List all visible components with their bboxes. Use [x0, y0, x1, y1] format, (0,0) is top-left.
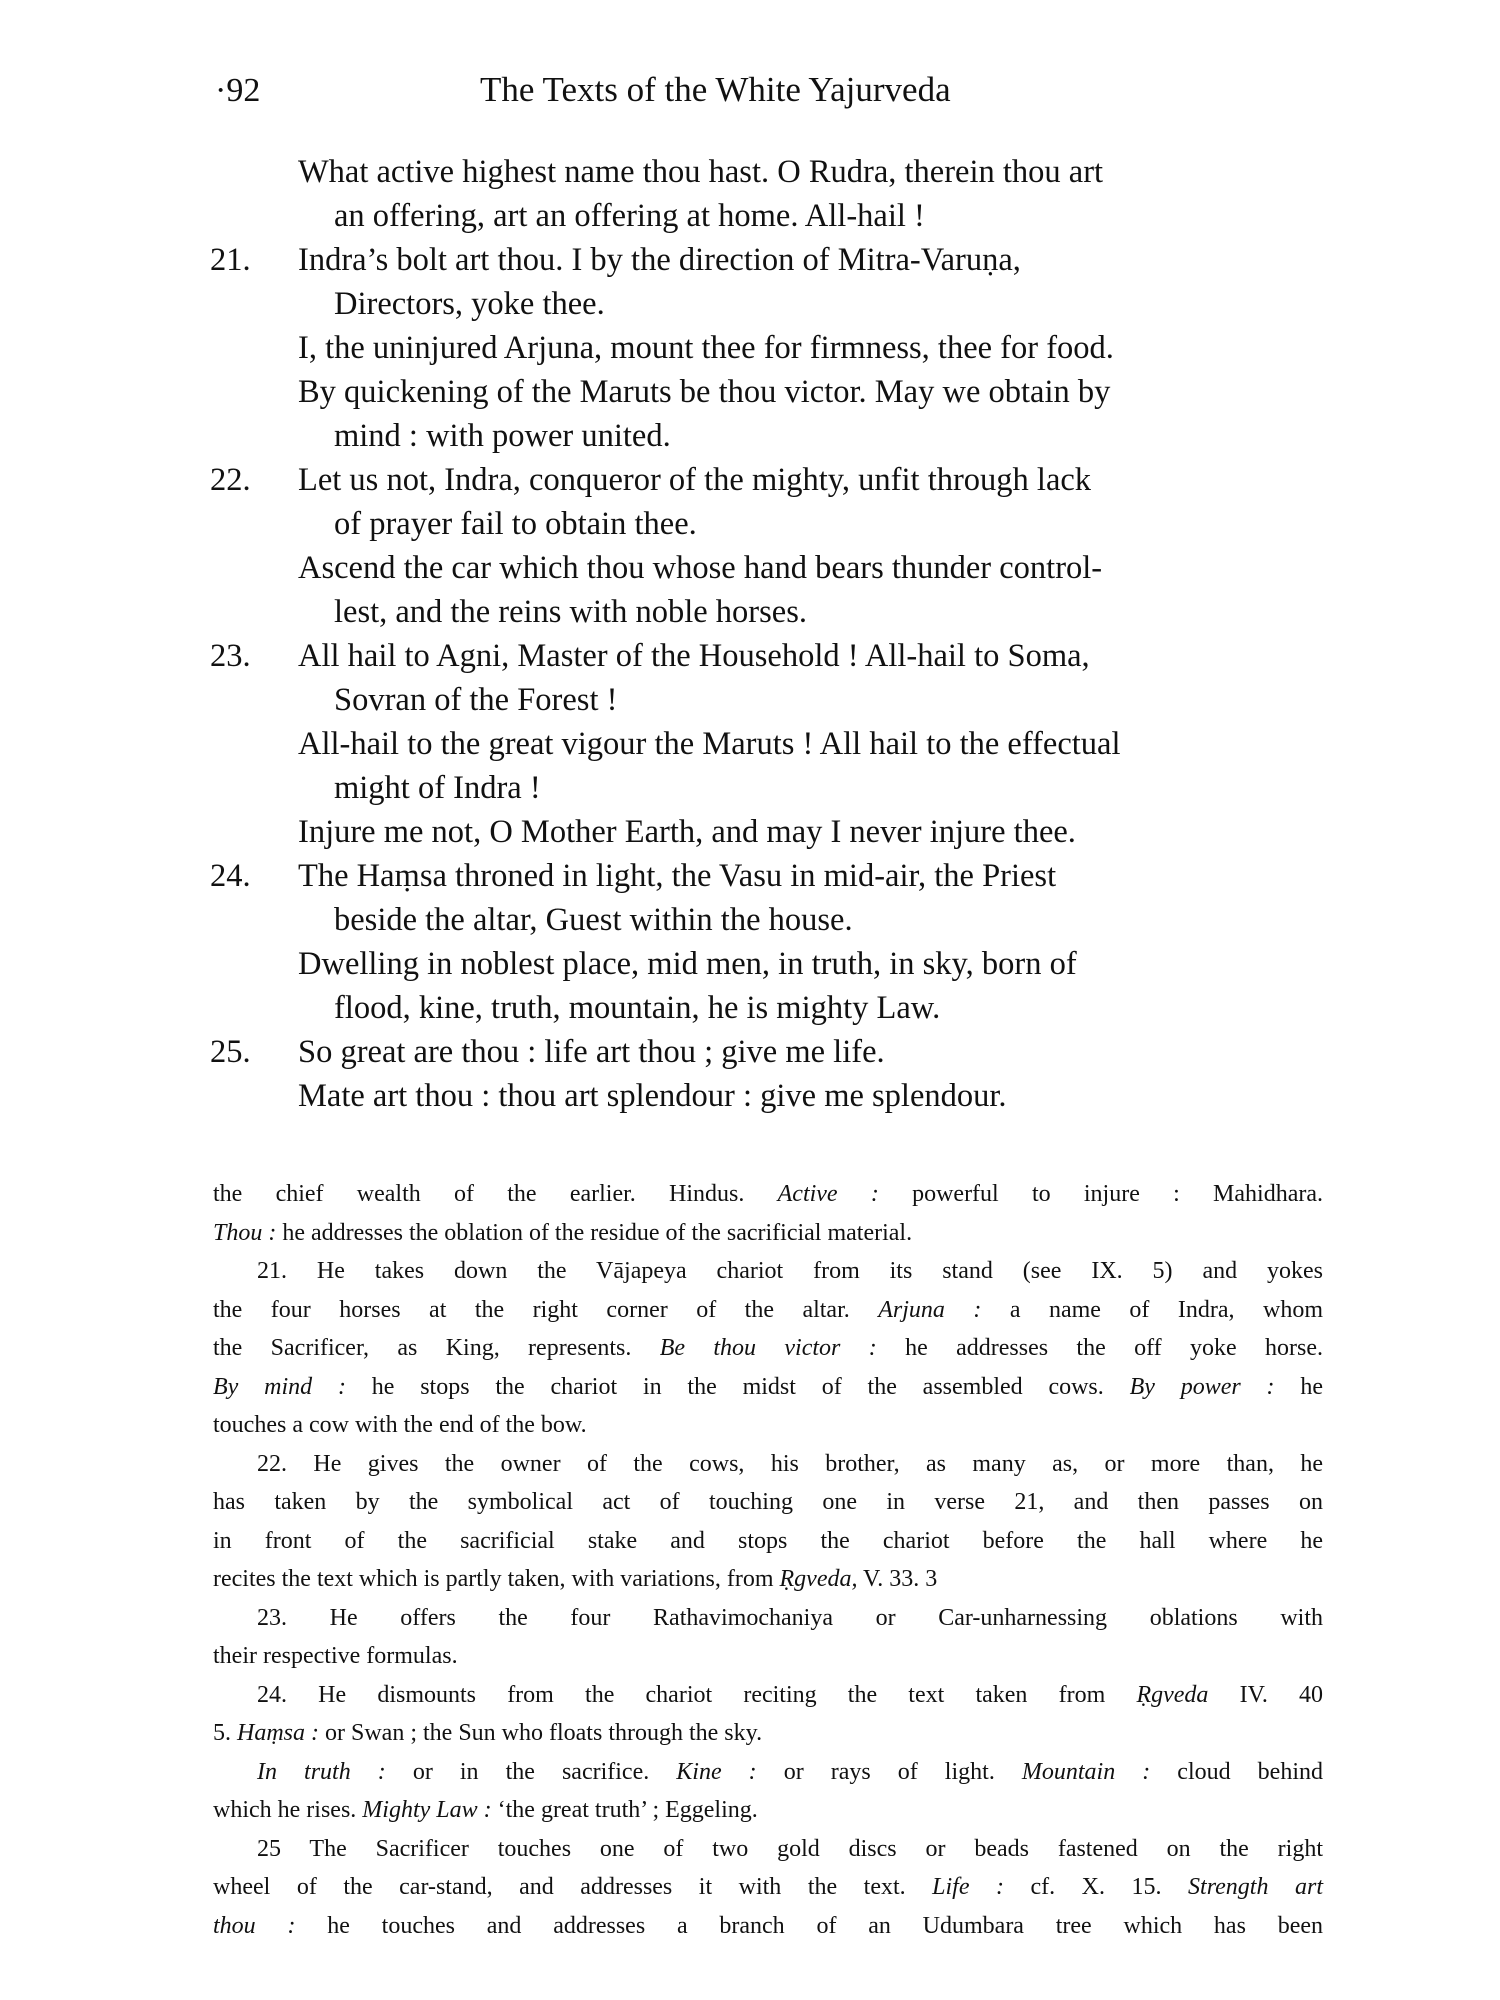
verse-text: Indra’s bolt art thou. I by the direction of Mitra-Varuṇa, — [298, 242, 1021, 278]
verse-text: Dwelling in noblest place, mid men, in truth, in sky, born of — [298, 946, 1077, 982]
verse-text: lest, and the reins with noble horses. — [334, 594, 807, 630]
footnote-keyword: Haṃsa : — [237, 1720, 319, 1746]
footnote-keyword: Thou : — [213, 1219, 277, 1246]
verse-text: All-hail to the great vigour the Maruts ! All hail to the effectual — [298, 726, 1121, 762]
footnote-text: touches a cow with the end of the bow. — [213, 1412, 587, 1438]
footnote-text: 21. He takes down the Vājapeya chariot from its stand (see IX. 5) and yokes — [257, 1258, 1323, 1284]
running-title: The Texts of the White Yajurveda — [480, 70, 951, 109]
footnote-line — [205, 1830, 1335, 1869]
footnote-text: he addresses the off yoke horse. — [876, 1335, 1323, 1361]
verse-number: 21. — [210, 242, 251, 278]
footnote-text: the Sacrificer, as King, represents. — [213, 1335, 660, 1361]
footnote-keyword: Ṛgveda, — [779, 1566, 858, 1592]
verse-number: 23. — [210, 638, 251, 674]
verse-text: So great are thou : life art thou ; give me life. — [298, 1034, 885, 1070]
verse-line — [210, 986, 1330, 1030]
verse-text: beside the altar, Guest within the house. — [334, 902, 853, 938]
footnote-text: the four horses at the right corner of the altar. — [213, 1296, 879, 1323]
verse-text: mind : with power united. — [334, 418, 671, 454]
verse-line — [210, 678, 1330, 722]
footnote-text: which he rises. — [213, 1797, 363, 1823]
footnote-keyword: thou : — [213, 1912, 296, 1939]
footnote-keyword: Mountain : — [1021, 1758, 1151, 1785]
footnote-keyword: Active : — [777, 1181, 879, 1207]
verse-text: By quickening of the Maruts be thou victor. May we obtain by — [298, 374, 1111, 410]
footnote-text: wheel of the car-stand, and addresses it with the text. — [213, 1874, 933, 1900]
footnote-keyword: Strength art — [1188, 1874, 1323, 1900]
footnote-text: V. 33. 3 — [857, 1566, 938, 1592]
verse-text: Sovran of the Forest ! — [334, 682, 618, 718]
footnote-text: 23. He offers the four Rathavimochaniya or Car-unharnessing oblations with — [257, 1604, 1323, 1631]
verse-line — [210, 150, 1330, 194]
footnote-text: their respective formulas. — [213, 1643, 458, 1669]
footnote-line — [205, 1753, 1335, 1792]
footnote-text: in front of the sacrificial stake and stops the chariot before the hall where he — [213, 1527, 1323, 1554]
page-header — [0, 60, 1500, 120]
verse-text: Let us not, Indra, conqueror of the mighty, unfit through lack — [298, 462, 1092, 498]
footnote-line — [205, 1868, 1335, 1907]
footnote-keyword: By mind : — [213, 1373, 346, 1400]
footnote-text: IV. 40 — [1208, 1681, 1324, 1708]
verse-text: Mate art thou : thou art splendour : give me splendour. — [298, 1078, 1007, 1114]
footnote-keyword: Be thou victor : — [659, 1335, 877, 1361]
verse-block — [210, 150, 1330, 1118]
footnote-text: or in the sacrifice. — [385, 1758, 677, 1785]
verse-line — [210, 810, 1330, 854]
footnote-line — [205, 1175, 1335, 1214]
footnote-text: cloud behind — [1150, 1758, 1323, 1785]
footnote-text: he — [1274, 1373, 1323, 1400]
verse-line — [210, 766, 1330, 810]
footnote-text: ‘the great truth’ ; Eggeling. — [491, 1797, 758, 1823]
footnote-line — [205, 1368, 1335, 1407]
verse-line — [210, 238, 1330, 282]
verse-text: an offering, art an offering at home. All-hail ! — [334, 198, 925, 234]
footnote-text: he stops the chariot in the midst of the assembled cows. — [345, 1373, 1130, 1400]
footnote-text: 5. — [213, 1720, 237, 1746]
verse-line — [210, 458, 1330, 502]
footnote-text: he addresses the oblation of the residue of the sacrificial material. — [276, 1219, 913, 1246]
footnote-text: powerful to injure : Mahidhara. — [878, 1181, 1323, 1207]
footnote-line — [205, 1522, 1335, 1561]
verse-text: Ascend the car which thou whose hand bears thunder control- — [298, 550, 1103, 586]
verse-line — [210, 502, 1330, 546]
footnote-text: or Swan ; the Sun who floats through the sky. — [319, 1720, 763, 1746]
footnote-line — [205, 1714, 1335, 1753]
verse-line — [210, 370, 1330, 414]
footnote-line — [205, 1791, 1335, 1830]
footnote-line — [205, 1252, 1335, 1291]
verse-text: might of Indra ! — [334, 770, 541, 806]
footnote-line — [205, 1560, 1335, 1599]
footnote-text: cf. X. 15. — [1004, 1874, 1189, 1900]
verse-number: 22. — [210, 462, 251, 498]
verse-number: 24. — [210, 858, 251, 894]
verse-line — [210, 194, 1330, 238]
footnote-text: 22. He gives the owner of the cows, his brother, as many as, or more than, he — [257, 1450, 1323, 1477]
footnote-keyword: By power : — [1129, 1373, 1275, 1400]
footnotes-block — [205, 1175, 1335, 1945]
verse-line — [210, 634, 1330, 678]
footnote-keyword: Kine : — [676, 1758, 757, 1785]
verse-text: The Haṃsa throned in light, the Vasu in mid-air, the Priest — [298, 858, 1057, 894]
footnote-line — [205, 1406, 1335, 1445]
verse-line — [210, 898, 1330, 942]
footnote-keyword: In truth : — [257, 1758, 386, 1785]
verse-line — [210, 942, 1330, 986]
footnote-keyword: Ṛgveda — [1136, 1681, 1209, 1708]
footnote-line — [205, 1483, 1335, 1522]
verse-line — [210, 854, 1330, 898]
verse-text: Injure me not, O Mother Earth, and may I never injure thee. — [298, 814, 1076, 850]
footnote-keyword: Life : — [932, 1874, 1004, 1900]
verse-text: of prayer fail to obtain thee. — [334, 506, 697, 542]
verse-text: What active highest name thou hast. O Rudra, therein thou art — [298, 154, 1104, 190]
verse-line — [210, 1074, 1330, 1118]
footnote-line — [205, 1329, 1335, 1368]
footnote-line — [205, 1637, 1335, 1676]
footnote-text: 25 The Sacrificer touches one of two gold discs or beads fastened on the right — [257, 1835, 1323, 1862]
verse-text: All hail to Agni, Master of the Household ! All-hail to Soma, — [298, 638, 1090, 674]
footnote-text: or rays of light. — [756, 1758, 1022, 1785]
verse-text: flood, kine, truth, mountain, he is mighty Law. — [334, 990, 941, 1026]
footnote-text: the chief wealth of the earlier. Hindus. — [213, 1181, 778, 1207]
footnote-text: 24. He dismounts from the chariot reciting the text taken from — [257, 1681, 1137, 1708]
verse-line — [210, 1030, 1330, 1074]
footnote-text: a name of Indra, whom — [981, 1296, 1323, 1323]
verse-line — [210, 282, 1330, 326]
footnote-line — [205, 1214, 1335, 1253]
footnote-text: recites the text which is partly taken, with variations, from — [213, 1566, 780, 1592]
footnote-line — [205, 1907, 1335, 1946]
footnote-line — [205, 1445, 1335, 1484]
verse-line — [210, 326, 1330, 370]
footnote-text: he touches and addresses a branch of an Udumbara tree which has been — [295, 1912, 1323, 1939]
footnote-keyword: Arjuna : — [878, 1296, 982, 1323]
verse-line — [210, 590, 1330, 634]
verse-number: 25. — [210, 1034, 251, 1070]
verse-text: I, the uninjured Arjuna, mount thee for firmness, thee for food. — [298, 330, 1114, 366]
verse-line — [210, 722, 1330, 766]
footnote-text: has taken by the symbolical act of touching one in verse 21, and then passes on — [213, 1489, 1323, 1515]
verse-line — [210, 546, 1330, 590]
footnote-line — [205, 1599, 1335, 1638]
footnote-line — [205, 1291, 1335, 1330]
footnote-keyword: Mighty Law : — [362, 1797, 492, 1823]
verse-text: Directors, yoke thee. — [334, 286, 605, 322]
page-number: ·92 — [215, 72, 261, 109]
verse-line — [210, 414, 1330, 458]
footnote-line — [205, 1676, 1335, 1715]
